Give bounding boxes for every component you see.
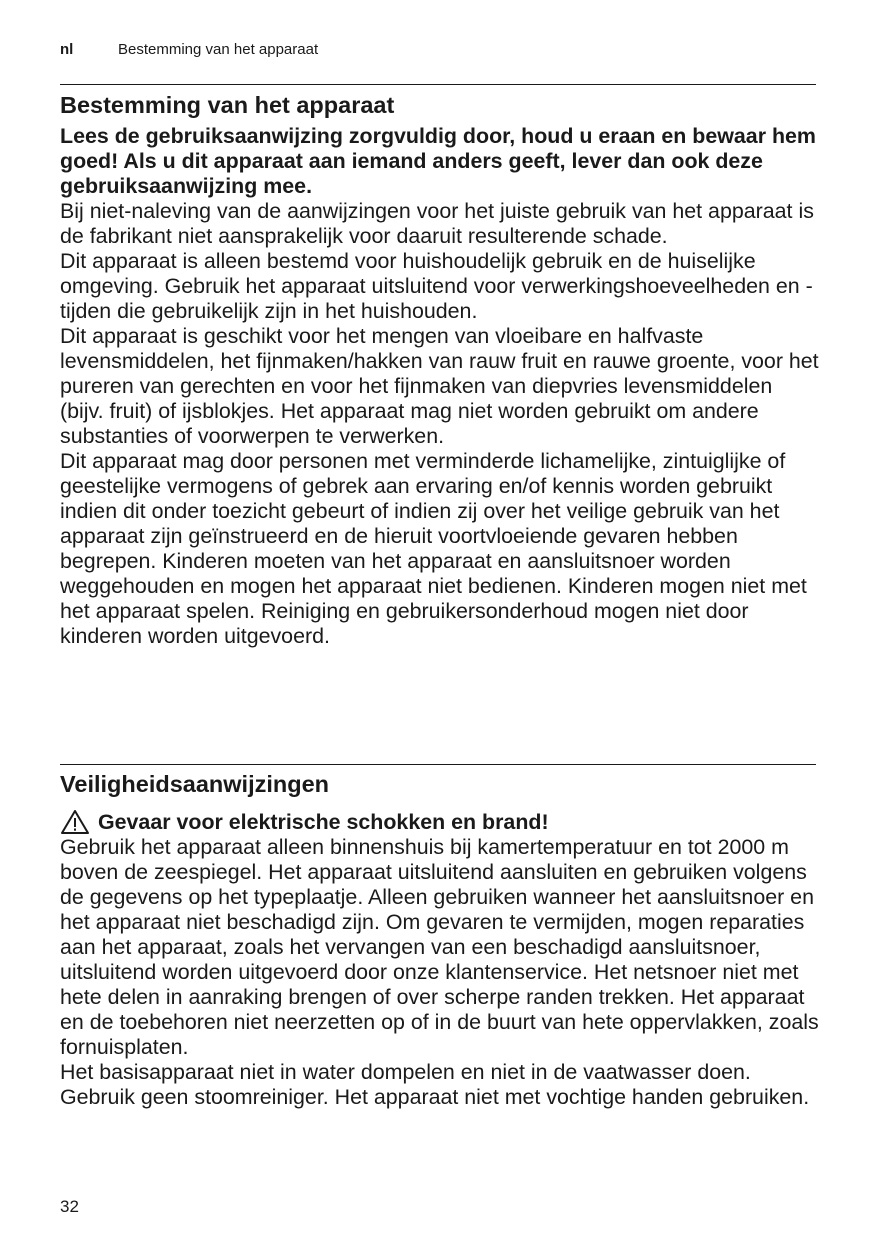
section-title-intended-use: Bestemming van het apparaat: [60, 92, 395, 118]
warning-title: Gevaar voor elektrische schokken en brand!: [98, 809, 549, 834]
paragraph: Dit apparaat is geschikt voor het mengen van vloeibare en halfvaste levensmiddelen, het fijnmaken/hakken van rauw fruit en rauwe groente, voor het pureren van gerechten en voor het fijnmaken van diepvries levensmiddelen (bijv. fruit) of ijsblokjes. Het apparaat mag niet worden gebruikt om andere substanties of voorwerpen te verwerken.: [60, 324, 819, 448]
warning-heading: [60, 809, 820, 835]
paragraph: Gebruik het apparaat alleen binnenshuis bij kamertemperatuur en tot 2000 m boven de zeespiegel. Het apparaat uitsluitend aansluiten en gebruiken volgens de gegevens op het typeplaatje. Alleen gebruiken wanneer het aansluitsnoer en het apparaat niet beschadigd zijn. Om gevaren te vermijden, mogen reparaties aan het apparaat, zoals het vervangen van een beschadigd aansluitsnoer, uitsluitend worden uitgevoerd door onze klantenservice. Het netsnoer niet met hete delen in aanraking brengen of over scherpe randen trekken. Het apparaat en de toebehoren niet neerzetten op of in de buurt van hete oppervlakken, zoals fornuisplaten.: [60, 835, 819, 1059]
section-title-safety: Veiligheidsaanwijzingen: [60, 771, 330, 797]
warning-triangle-icon: [60, 809, 90, 835]
paragraph: Het basisapparaat niet in water dompelen en niet in de vaatwasser doen. Gebruik geen stoomreiniger. Het apparaat niet met vochtige handen gebruiken.: [60, 1060, 810, 1109]
intended-use-body: [60, 124, 820, 649]
running-title: Bestemming van het apparaat: [118, 41, 319, 58]
paragraph: Dit apparaat mag door personen met verminderde lichamelijke, zintuiglijke of geestelijke vermogens of gebrek aan ervaring en/of kennis worden gebruikt indien dit onder toezicht gebeurt of indien zij over het veilige gebruik van het apparaat zijn geïnstrueerd en de hieruit voortvloeiende gevaren hebben begrepen. Kinderen moeten van het apparaat en aansluitsnoer worden weggehouden en mogen het apparaat niet bedienen. Kinderen mogen niet met het apparaat spelen. Reiniging en gebruikersonderhoud mogen niet door kinderen worden uitgevoerd.: [60, 449, 807, 648]
lead-paragraph: Lees de gebruiksaanwijzing zorgvuldig door, houd u eraan en bewaar hem goed! Als u dit apparaat aan iemand anders geeft, lever dan ook deze gebruiksaanwijzing mee.: [60, 124, 816, 198]
language-code: nl: [60, 41, 74, 58]
section-divider: [60, 764, 816, 765]
paragraph: Dit apparaat is alleen bestemd voor huishoudelijk gebruik en de huiselijke omgeving. Gebruik het apparaat uitsluitend voor verwerkingshoeveelheden en -tijden die gebruikelijk zijn in het huishouden.: [60, 249, 813, 323]
page-number: 32: [60, 1197, 79, 1216]
running-header: [60, 41, 318, 59]
paragraph: Bij niet-naleving van de aanwijzingen voor het juiste gebruik van het apparaat is de fabrikant niet aansprakelijk voor daaruit resulterende schade.: [60, 199, 814, 248]
section-divider: [60, 84, 816, 85]
safety-body: [60, 809, 820, 1110]
